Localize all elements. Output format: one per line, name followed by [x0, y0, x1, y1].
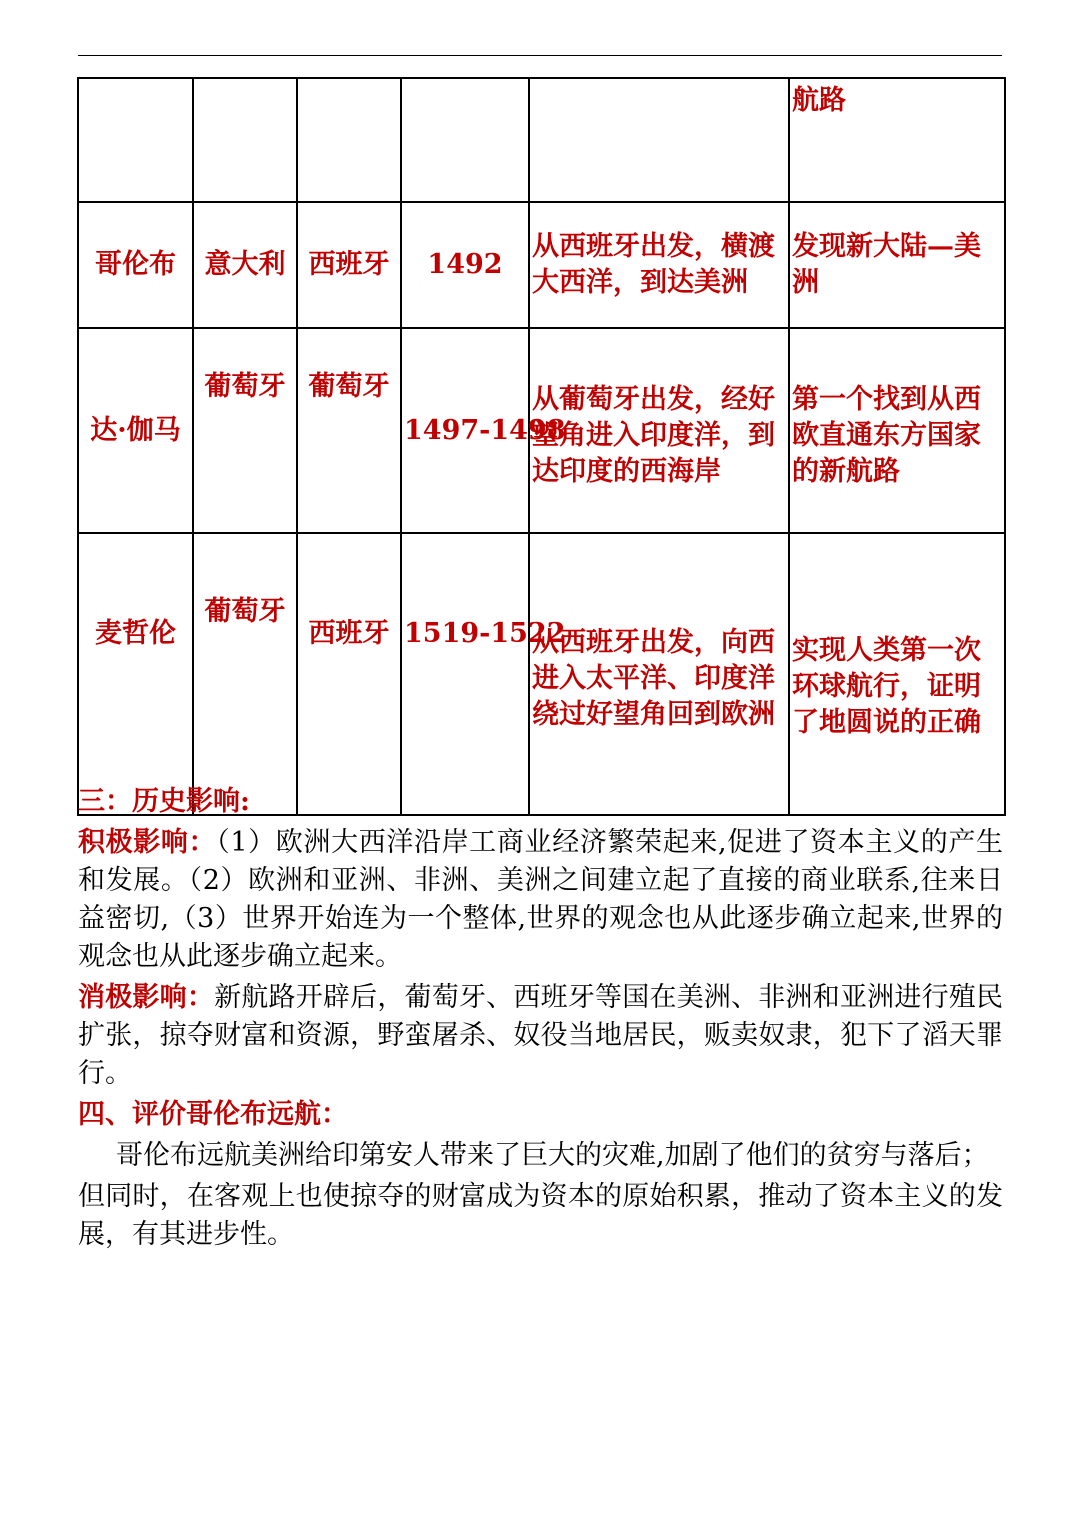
negative-impact-label: 消极影响：: [78, 982, 215, 1013]
navigator-cell: 麦哲伦: [78, 533, 193, 815]
year-cell: 1497-1498: [401, 328, 529, 533]
sponsor-cell: [297, 78, 401, 202]
section-3-title: 三：历史影响:: [78, 786, 250, 817]
negative-impact-text: 新航路开辟后，葡萄牙、西班牙等国在美洲、非洲和亚洲进行殖民扩张，掠夺财富和资源，野蛮屠杀、奴役当地居民，贩卖奴隶，犯下了滔天罪行。: [78, 982, 1004, 1089]
year-cell: 1519-1522: [401, 533, 529, 815]
nationality-cell: 葡萄牙: [193, 328, 297, 533]
table-row: [78, 328, 1005, 533]
nationality-cell: 葡萄牙: [193, 533, 297, 815]
table-row: [78, 202, 1005, 328]
evaluation-paragraph-2: 但同时，在客观上也使掠夺的财富成为资本的原始积累，推动了资本主义的发展，有其进步性。: [78, 1181, 1003, 1250]
positive-impact-paragraph: [78, 824, 1003, 976]
route-cell: [529, 78, 789, 202]
navigator-cell: [78, 78, 193, 202]
nationality-cell: [193, 78, 297, 202]
result-cell: 发现新大陆—美洲: [789, 202, 1005, 328]
result-cell: 第一个找到从西欧直通东方国家的新航路: [789, 328, 1005, 533]
navigator-cell: 哥伦布: [78, 202, 193, 328]
result-cell: 实现人类第一次环球航行，证明了地圆说的正确: [789, 533, 1005, 815]
year-cell: [401, 78, 529, 202]
year-cell: 1492: [401, 202, 529, 328]
navigator-cell: 达·伽马: [78, 328, 193, 533]
body-content: [78, 783, 1003, 1257]
positive-impact-text: （1）欧洲大西洋沿岸工商业经济繁荣起来,促进了资本主义的产生和发展。（2）欧洲和亚洲、非洲、美洲之间建立起了直接的商业联系,往来日益密切,（3）世界开始连为一个整体,世界的观念也从此逐步确立起来,世界的观念也从此逐步确立起来。: [78, 827, 1004, 972]
sponsor-cell: 葡萄牙: [297, 328, 401, 533]
table-row: [78, 533, 1005, 815]
positive-impact-label: 积极影响：: [78, 827, 217, 858]
route-cell: 从西班牙出发，向西进入太平洋、印度洋绕过好望角回到欧洲: [529, 533, 789, 815]
sponsor-cell: 西班牙: [297, 202, 401, 328]
section-4-title: 四、评价哥伦布远航：: [78, 1099, 348, 1130]
result-cell: 航路: [789, 78, 1005, 202]
route-cell: 从葡萄牙出发，经好望角进入印度洋，到达印度的西海岸: [529, 328, 789, 533]
evaluation-paragraph-1: 哥伦布远航美洲给印第安人带来了巨大的灾难,加剧了他们的贫穷与落后；: [116, 1140, 989, 1171]
nationality-cell: 意大利: [193, 202, 297, 328]
table-row: [78, 78, 1005, 202]
sponsor-cell: 西班牙: [297, 533, 401, 815]
route-cell: 从西班牙出发，横渡大西洋，到达美洲: [529, 202, 789, 328]
top-rule: [78, 55, 1002, 56]
negative-impact-paragraph: [78, 979, 1003, 1093]
voyages-table: [77, 77, 1006, 816]
